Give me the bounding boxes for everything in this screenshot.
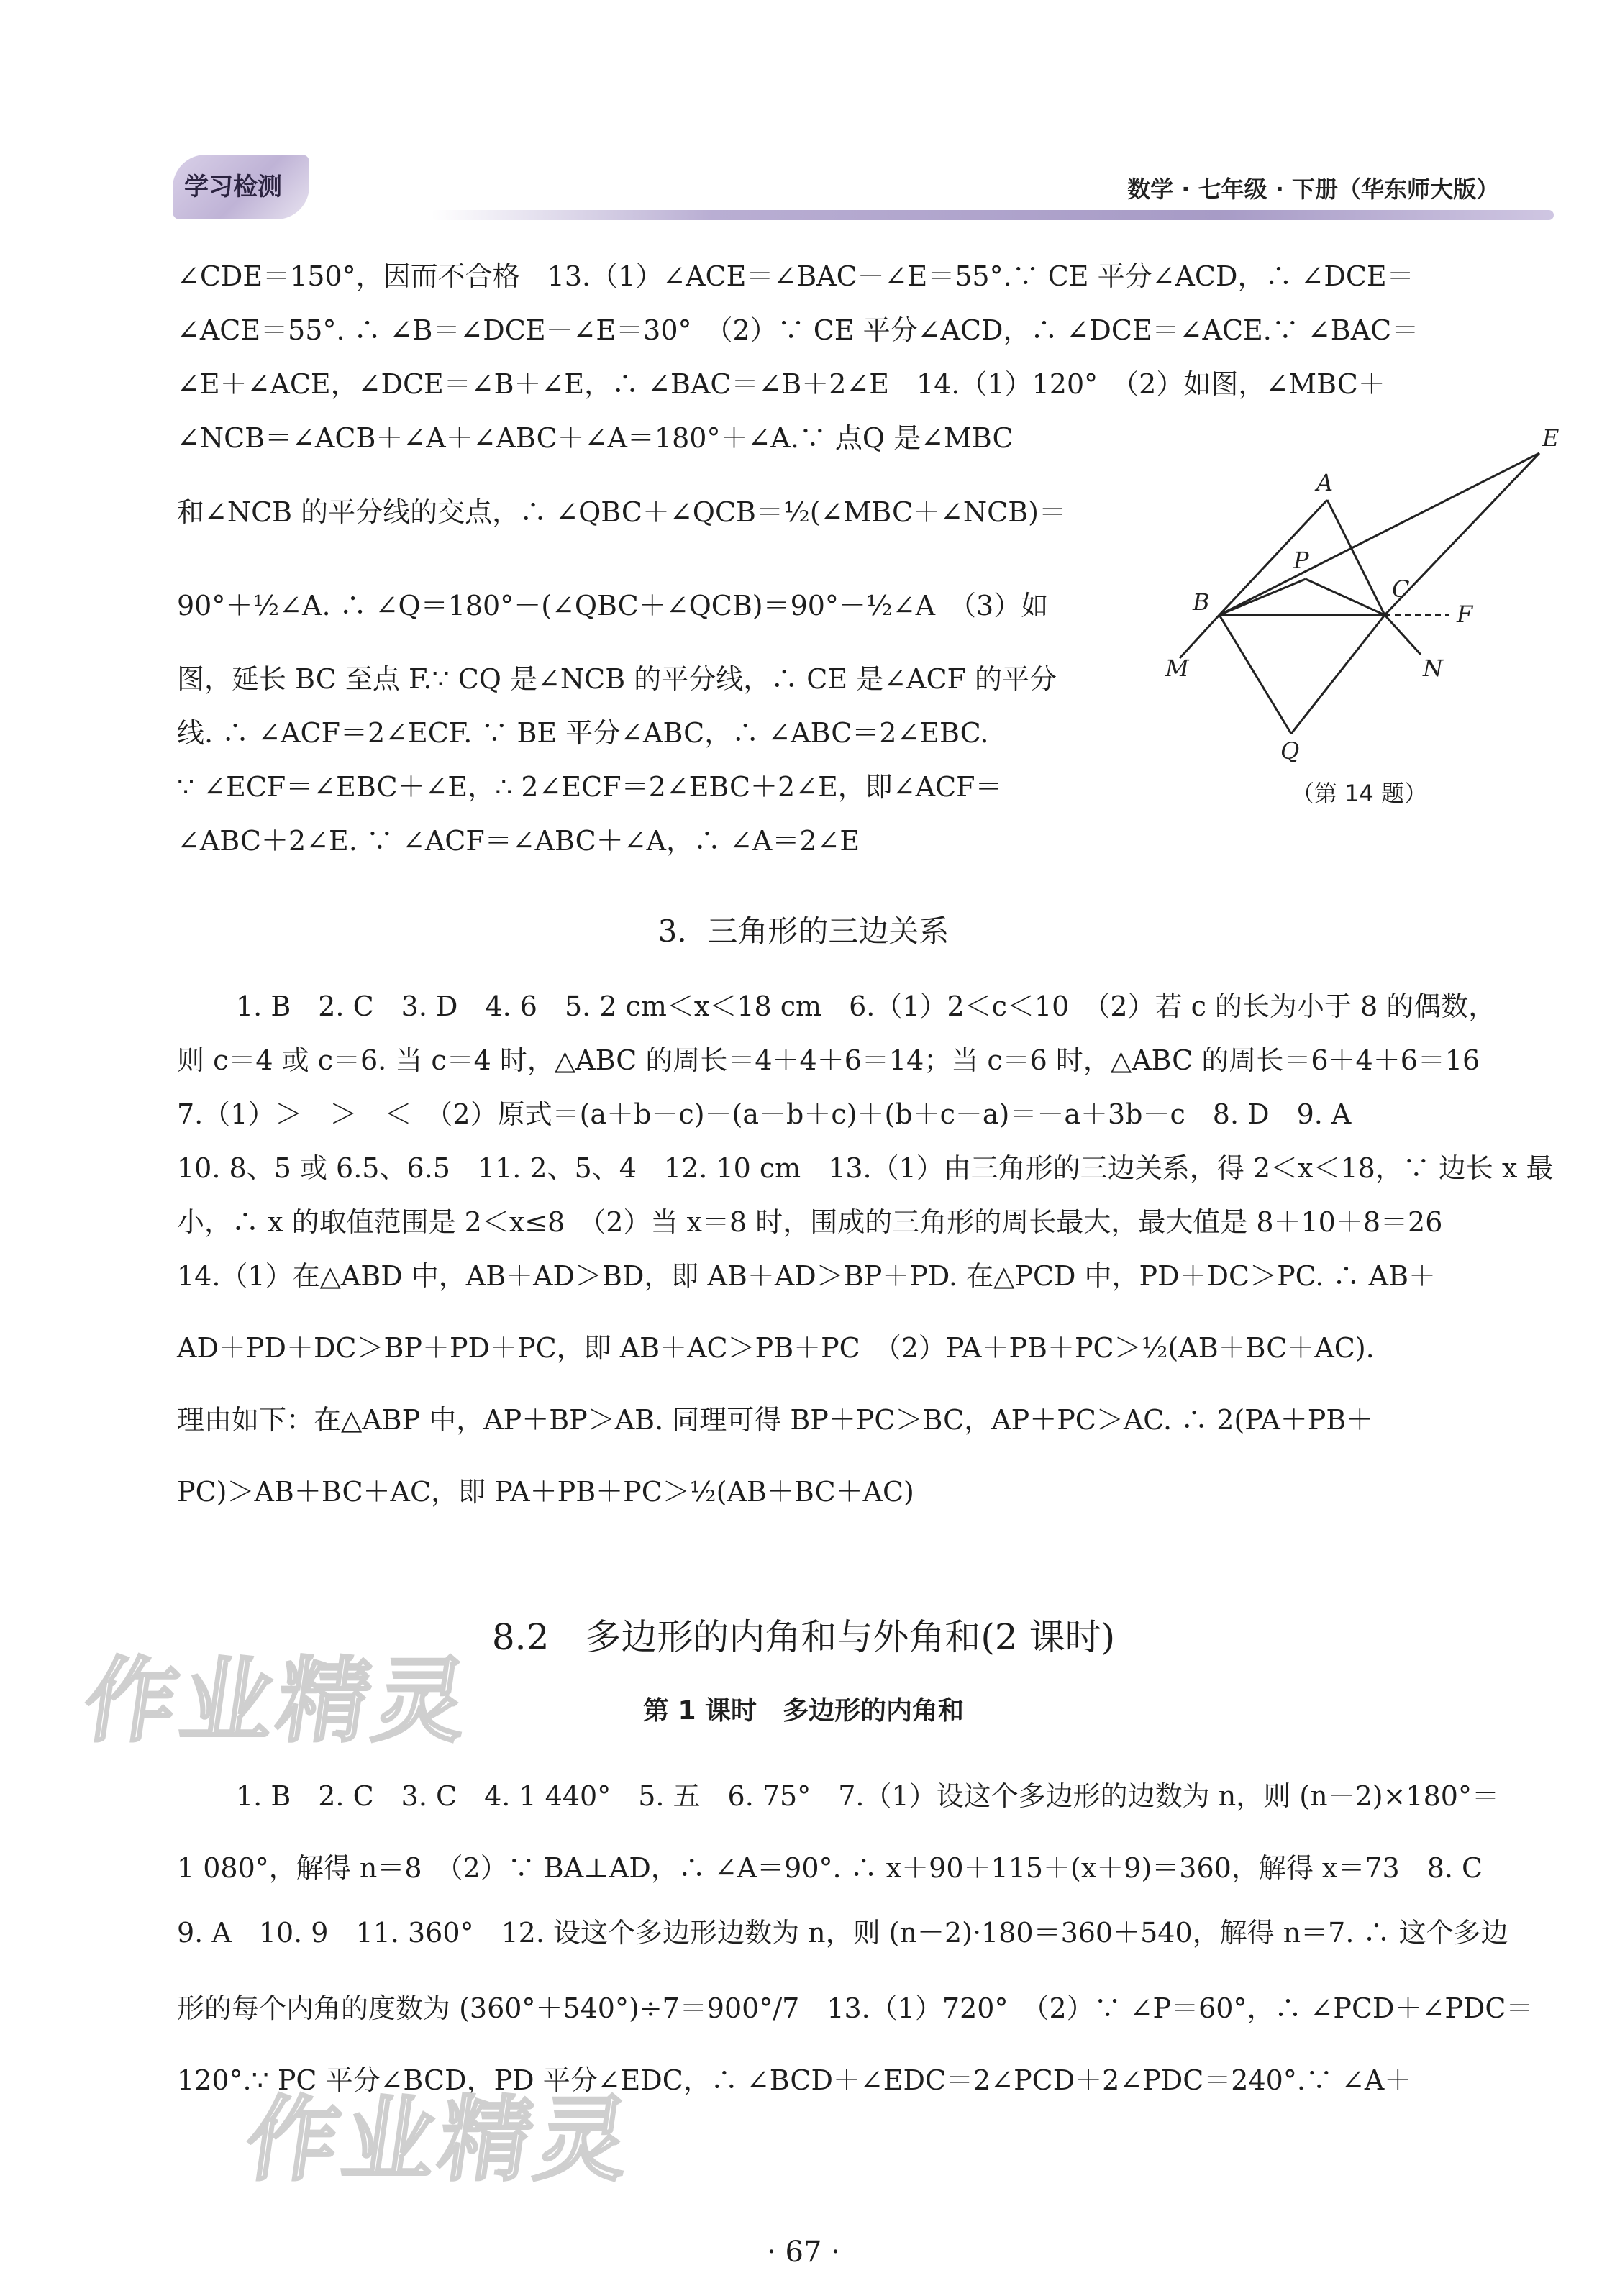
answer-line: 图，延长 BC 至点 F.∵ CQ 是∠NCB 的平分线，∴ CE 是∠ACF 的平分 [177,663,1057,695]
ray-CN [1385,615,1421,655]
header-logo-text: 学习检测 [184,173,282,201]
answer-line: 和∠NCB 的平分线的交点，∴ ∠QBC＋∠QCB＝½(∠MBC＋∠NCB)＝ [177,496,1066,528]
segment-BE [1219,453,1539,615]
answer-line: 则 c＝4 或 c＝6. 当 c＝4 时，△ABC 的周长＝4＋4＋6＝14；当 c＝6 时，△ABC 的周长＝6＋4＋6＝16 [177,1044,1480,1076]
watermark: 作业精灵 [239,2087,640,2194]
answer-line: 7.（1）＞ ＞ ＜ （2）原式＝(a＋b－c)－(a－b＋c)＋(b＋c－a)＝－a＋3b－c 8. D 9. A [177,1098,1352,1130]
answer-line: ∠NCB＝∠ACB＋∠A＋∠ABC＋∠A＝180°＋∠A.∵ 点Q 是∠MBC [177,422,1014,454]
answer-line: ∵ ∠ECF＝∠EBC＋∠E，∴ 2∠ECF＝2∠EBC＋2∠E，即∠ACF＝ [177,771,1003,803]
answer-line: 小，∴ x 的取值范围是 2＜x≤8 （2）当 x＝8 时，围成的三角形的周长最大，最大值是 8＋10＋8＝26 [177,1206,1443,1238]
label-M: M [1165,655,1189,682]
answer-line: ∠ACE＝55°. ∴ ∠B＝∠DCE－∠E＝30° （2）∵ CE 平分∠ACD，∴ ∠DCE＝∠ACE.∵ ∠BAC＝ [177,314,1419,346]
segment-PC [1306,579,1385,615]
answer-line: 理由如下：在△ABP 中，AP＋BP＞AB. 同理可得 BP＋PC＞BC，AP＋PC＞AC. ∴ 2(PA＋PB＋ [177,1404,1374,1436]
ray-BM [1180,615,1219,658]
header-title: 数学 · 七年级 · 下册（华东师大版） [1127,176,1499,203]
segment-BQ [1219,615,1291,734]
label-C: C [1392,575,1410,603]
answer-line: 形的每个内角的度数为 (360°＋540°)÷7＝900°/7 13.（1）720° （2）∵ ∠P＝60°，∴ ∠PCD＋∠PDC＝ [177,1992,1534,2024]
label-A: A [1316,469,1334,496]
answer-line: 1. B 2. C 3. D 4. 6 5. 2 cm＜x＜18 cm 6.（1）2＜c＜10 （2）若 c 的长为小于 8 的偶数， [236,990,1496,1022]
answer-line: 9. A 10. 9 11. 360° 12. 设这个多边形边数为 n，则 (n－2)·180＝360＋540，解得 n＝7. ∴ 这个多边 [177,1917,1508,1949]
watermark: 作业精灵 [77,1648,478,1755]
page-number: · 67 · [767,2236,840,2269]
answer-line: 120°.∵ PC 平分∠BCD，PD 平分∠EDC，∴ ∠BCD＋∠EDC＝2∠PCD＋2∠PDC＝240°.∵ ∠A＋ [177,2064,1412,2096]
answer-line: AD＋PD＋DC＞BP＋PD＋PC，即 AB＋AC＞PB＋PC （2）PA＋PB＋PC＞½(AB＋BC＋AC). [177,1332,1375,1364]
segment-CQ [1291,615,1385,734]
header-rule [432,210,1554,220]
answer-line: ∠CDE＝150°，因而不合格 13.（1）∠ACE＝∠BAC－∠E＝55°.∵ CE 平分∠ACD，∴ ∠DCE＝ [177,260,1414,292]
label-E: E [1542,424,1560,452]
geometry-figure-q14 [1165,424,1568,762]
segment-AC [1327,500,1385,615]
segment-AB [1219,500,1327,615]
lesson-title: 第 1 课时 多边形的内角和 [642,1696,965,1726]
answer-line: PC)＞AB＋BC＋AC，即 PA＋PB＋PC＞½(AB＋BC＋AC) [177,1476,914,1508]
answer-line: 1 080°，解得 n＝8 （2）∵ BA⊥AD，∴ ∠A＝90°. ∴ x＋90＋115＋(x＋9)＝360，解得 x＝73 8. C [177,1852,1483,1884]
answer-line: 线. ∴ ∠ACF＝2∠ECF. ∵ BE 平分∠ABC，∴ ∠ABC＝2∠EBC. [177,717,989,749]
section-title: 3．三角形的三边关系 [657,914,950,949]
label-P: P [1293,547,1309,574]
label-Q: Q [1280,737,1300,762]
answer-line: 14.（1）在△ABD 中，AB＋AD＞BD，即 AB＋AD＞BP＋PD. 在△PCD 中，PD＋DC＞PC. ∴ AB＋ [177,1260,1436,1292]
section-title: 8.2 多边形的内角和与外角和(2 课时) [491,1616,1116,1658]
answer-line: ∠E＋∠ACE，∠DCE＝∠B＋∠E，∴ ∠BAC＝∠B＋2∠E 14.（1）120° （2）如图，∠MBC＋ [177,368,1385,400]
label-B: B [1193,588,1210,616]
answer-line: 1. B 2. C 3. C 4. 1 440° 5. 五 6. 75° 7.（1）设这个多边形的边数为 n，则 (n－2)×180°＝ [236,1780,1499,1812]
answer-line: 90°＋½∠A. ∴ ∠Q＝180°－(∠QBC＋∠QCB)＝90°－½∠A （3）如 [177,590,1049,621]
label-F: F [1457,601,1473,628]
answer-line: ∠ABC＋2∠E. ∵ ∠ACF＝∠ABC＋∠A，∴ ∠A＝2∠E [177,825,860,857]
label-N: N [1423,655,1443,682]
figure-caption: （第 14 题） [1291,780,1428,807]
segment-BP [1219,579,1306,615]
answer-line: 10. 8、5 或 6.5、6.5 11. 2、5、4 12. 10 cm 13.（1）由三角形的三边关系，得 2＜x＜18，∵ 边长 x 最 [177,1152,1554,1184]
